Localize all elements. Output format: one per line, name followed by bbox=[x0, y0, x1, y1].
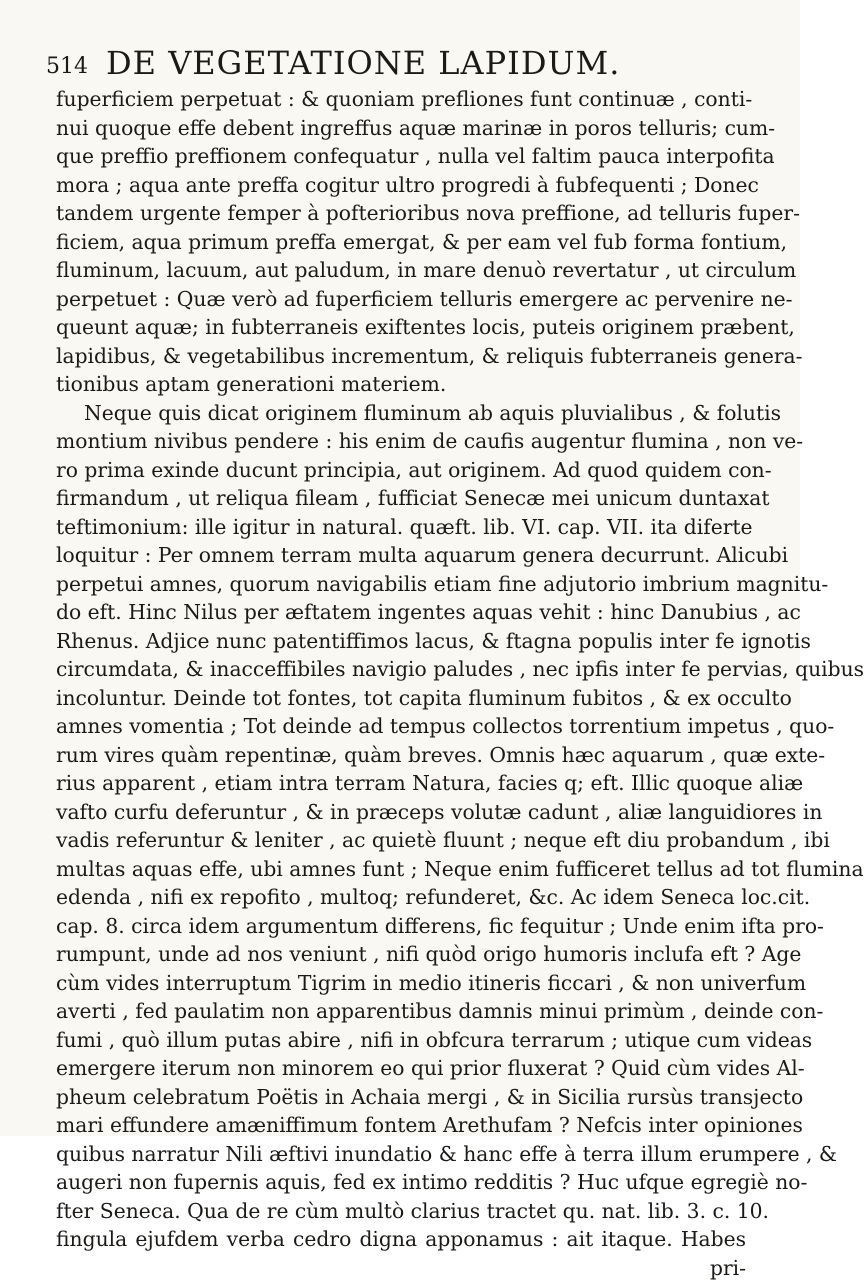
body-text bbox=[56, 85, 746, 1282]
text-line: tandem urgente femper à pofterioribus nova preffione, ad telluris fuper- bbox=[56, 199, 746, 228]
text-line: firmandum , ut reliqua fileam , fufficiat Senecæ mei unicum duntaxat bbox=[56, 484, 746, 513]
text-line: incoluntur. Deinde tot fontes, tot capita fluminum fubitos , & ex occulto bbox=[56, 684, 746, 713]
text-line: fingula ejufdem verba cedro digna apponamus : ait itaque. Habes bbox=[56, 1225, 746, 1254]
text-line: Rhenus. Adjice nunc patentiffimos lacus, & ftagna populis inter fe ignotis bbox=[56, 627, 746, 656]
text-line: rum vires quàm repentinæ, quàm breves. Omnis hæc aquarum , quæ exte- bbox=[56, 741, 746, 770]
text-line: cap. 8. circa idem argumentum differens, fic fequitur ; Unde enim ifta pro- bbox=[56, 912, 746, 941]
page-header bbox=[46, 44, 746, 84]
catchword: pri- bbox=[56, 1254, 746, 1282]
text-line: averti , fed paulatim non apparentibus damnis minui primùm , deinde con- bbox=[56, 997, 746, 1026]
text-line: que preffio preffionem confequatur , nulla vel faltim pauca interpofita bbox=[56, 142, 746, 171]
text-line: ro prima exinde ducunt principia, aut originem. Ad quod quidem con- bbox=[56, 456, 746, 485]
text-line: perpetui amnes, quorum navigabilis etiam fine adjutorio imbrium magnitu- bbox=[56, 570, 746, 599]
text-line: perpetuet : Quæ verò ad fuperficiem telluris emergere ac pervenire ne- bbox=[56, 285, 746, 314]
text-line: pheum celebratum Poëtis in Achaia mergi , & in Sicilia rursùs transjecto bbox=[56, 1083, 746, 1112]
page-number: 514 bbox=[46, 54, 88, 79]
text-line: cùm vides interruptum Tigrim in medio itineris ficcari , & non univerfum bbox=[56, 969, 746, 998]
text-line: lapidibus, & vegetabilibus incrementum, & reliquis fubterraneis genera- bbox=[56, 342, 746, 371]
text-line: fumi , quò illum putas abire , nifi in obfcura terrarum ; utique cum videas bbox=[56, 1026, 746, 1055]
text-line: loquitur : Per omnem terram multa aquarum genera decurrunt. Alicubi bbox=[56, 541, 746, 570]
text-line: mora ; aqua ante preffa cogitur ultro progredi à fubfequenti ; Donec bbox=[56, 171, 746, 200]
text-line: amnes vomentia ; Tot deinde ad tempus collectos torrentium impetus , quo- bbox=[56, 712, 746, 741]
text-line: nui quoque effe debent ingreffus aquæ marinæ in poros telluris; cum- bbox=[56, 114, 746, 143]
text-line: quibus narratur Nili æftivi inundatio & hanc effe à terra illum erumpere , & bbox=[56, 1140, 746, 1169]
text-line: mari effundere amæniffimum fontem Arethufam ? Nefcis inter opiniones bbox=[56, 1111, 746, 1140]
paragraph-start-line: Neque quis dicat originem fluminum ab aquis pluvialibus , & folutis bbox=[56, 399, 746, 428]
text-line: fluminum, lacuum, aut paludum, in mare denuò revertatur , ut circulum bbox=[56, 256, 746, 285]
text-line: fuperficiem perpetuat : & quoniam prefliones funt continuæ , conti- bbox=[56, 85, 746, 114]
text-line: vadis referuntur & leniter , ac quietè fluunt ; neque eft diu probandum , ibi bbox=[56, 826, 746, 855]
text-line: multas aquas effe, ubi amnes funt ; Neque enim fufficeret tellus ad tot flumina bbox=[56, 855, 746, 884]
text-line: emergere iterum non minorem eo qui prior fluxerat ? Quid cùm vides Al- bbox=[56, 1054, 746, 1083]
text-line: augeri non fupernis aquis, fed ex intimo redditis ? Huc ufque egregiè no- bbox=[56, 1168, 746, 1197]
paragraph-end-line: tionibus aptam generationi materiem. bbox=[56, 370, 746, 399]
text-line: rius apparent , etiam intra terram Natura, facies q; eft. Illic quoque aliæ bbox=[56, 769, 746, 798]
text-line: circumdata, & inacceffibiles navigio paludes , nec ipfis inter fe pervias, quibus bbox=[56, 655, 746, 684]
text-line: rumpunt, unde ad nos veniunt , nifi quòd origo humoris inclufa eft ? Age bbox=[56, 940, 746, 969]
running-head: DE VEGETATIONE LAPIDUM. bbox=[106, 44, 620, 82]
text-line: fter Seneca. Qua de re cùm multò clarius tractet qu. nat. lib. 3. c. 10. bbox=[56, 1197, 746, 1226]
text-line: ficiem, aqua primum preffa emergat, & per eam vel fub forma fontium, bbox=[56, 228, 746, 257]
text-line: do eft. Hinc Nilus per æftatem ingentes aquas vehit : hinc Danubius , ac bbox=[56, 598, 746, 627]
text-line: teftimonium: ille igitur in natural. quæft. lib. VI. cap. VII. ita diferte bbox=[56, 513, 746, 542]
text-line: montium nivibus pendere : his enim de caufis augentur flumina , non ve- bbox=[56, 427, 746, 456]
text-line: edenda , nifi ex repofito , multoq; refunderet, &c. Ac idem Seneca loc.cit. bbox=[56, 883, 746, 912]
text-line: vafto curfu deferuntur , & in præceps volutæ cadunt , aliæ languidiores in bbox=[56, 798, 746, 827]
text-line: queunt aquæ; in fubterraneis exiftentes locis, puteis originem præbent, bbox=[56, 313, 746, 342]
